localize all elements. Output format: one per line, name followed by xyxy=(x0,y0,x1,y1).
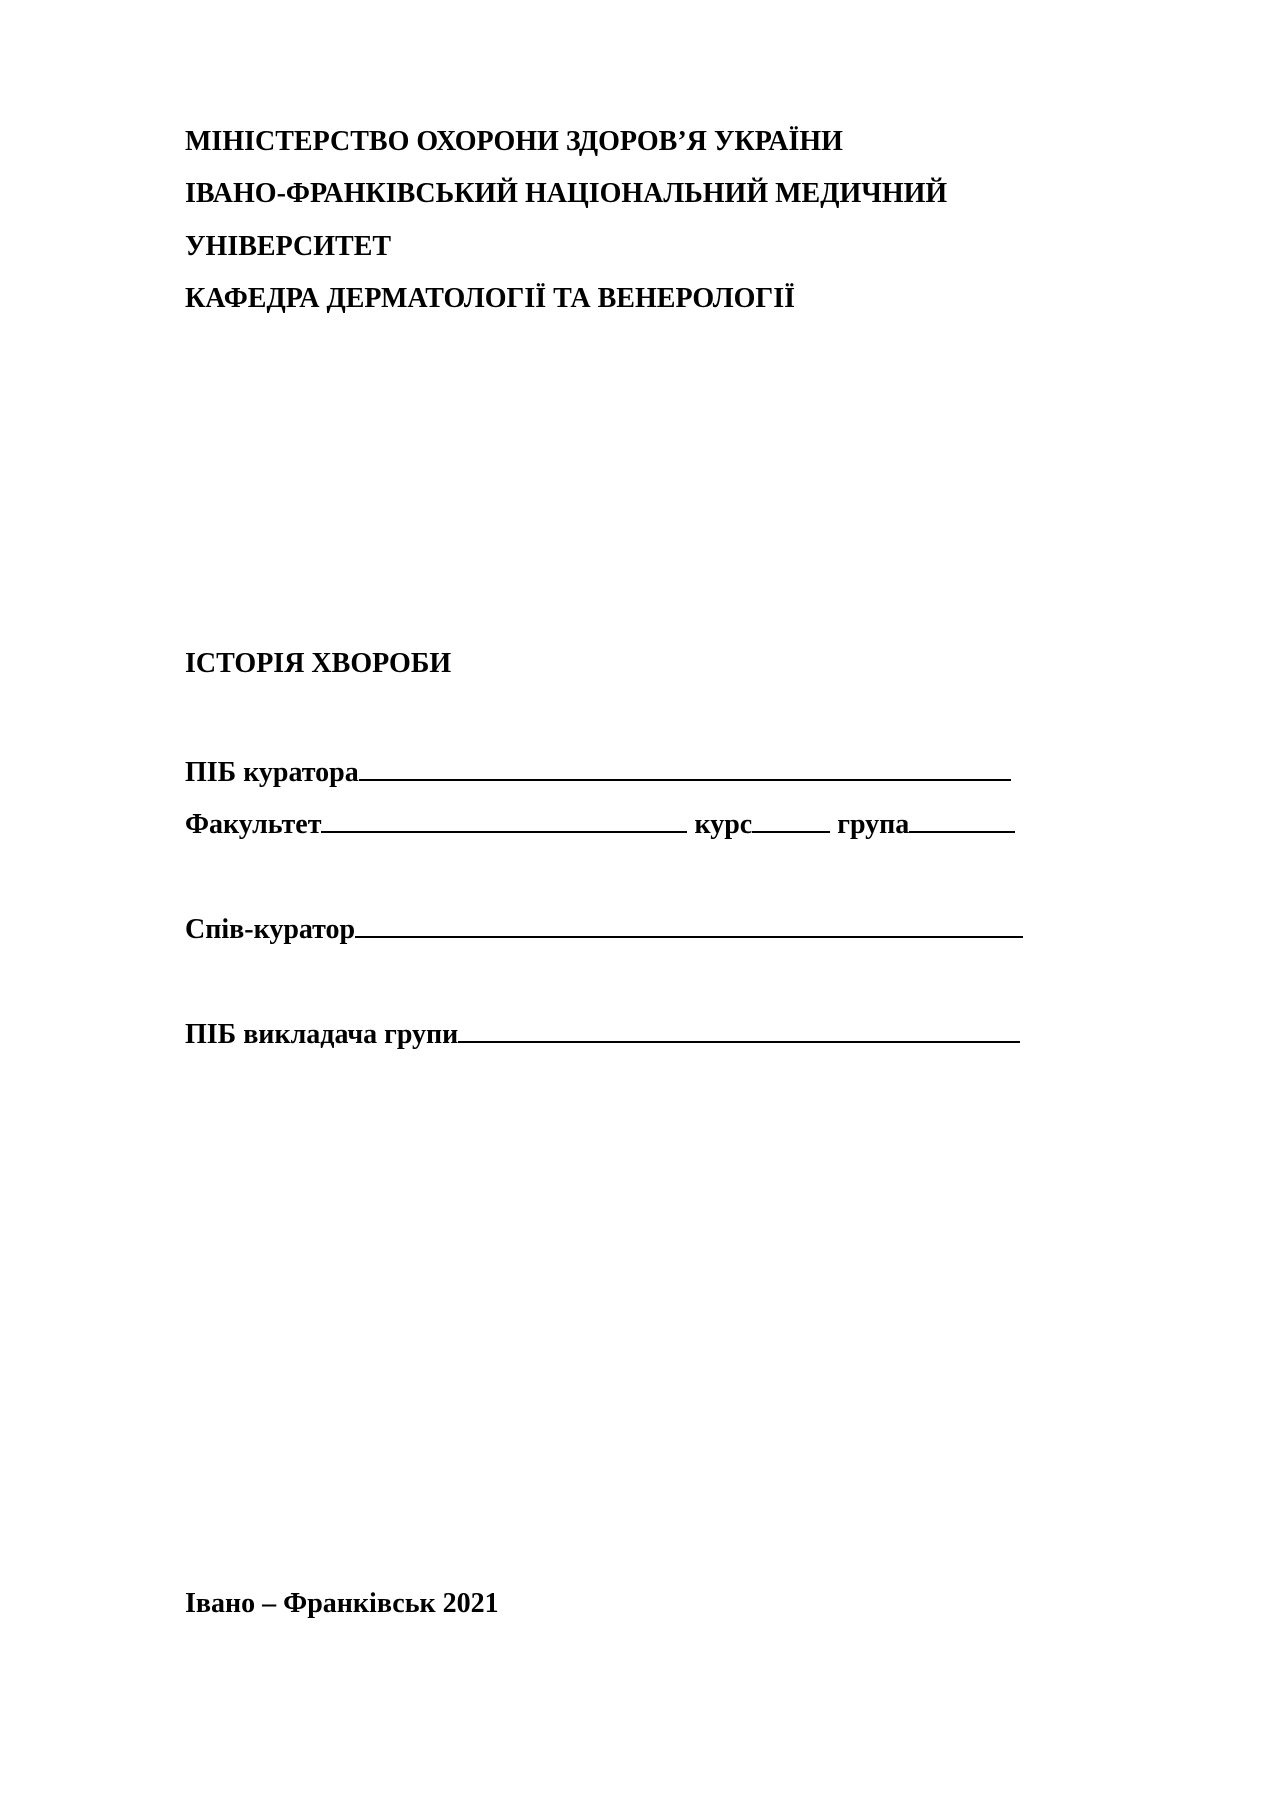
faculty-blank xyxy=(321,807,687,833)
curator-row xyxy=(185,755,1011,787)
city-year-footer: Івано – Франківськ 2021 xyxy=(185,1588,499,1619)
teacher-blank xyxy=(458,1017,1020,1043)
university-heading-line2: УНІВЕРСИТЕТ xyxy=(185,231,392,262)
university-heading-line1: ІВАНО-ФРАНКІВСЬКИЙ НАЦІОНАЛЬНИЙ МЕДИЧНИЙ xyxy=(185,178,948,209)
co-curator-row xyxy=(185,912,1023,944)
course-label: курс xyxy=(694,809,753,840)
teacher-label: ПІБ викладача групи xyxy=(185,1019,459,1050)
document-title: ІСТОРІЯ ХВОРОБИ xyxy=(185,648,452,679)
co-curator-label: Спів-куратор xyxy=(185,914,356,945)
group-label: група xyxy=(837,809,910,840)
co-curator-blank xyxy=(355,912,1023,938)
faculty-label: Факультет xyxy=(185,809,322,840)
curator-blank xyxy=(359,755,1011,781)
ministry-heading: МІНІСТЕРСТВО ОХОРОНИ ЗДОРОВ’Я УКРАЇНИ xyxy=(185,126,843,157)
group-blank xyxy=(909,807,1015,833)
teacher-row xyxy=(185,1017,1020,1049)
department-heading: КАФЕДРА ДЕРМАТОЛОГІЇ ТА ВЕНЕРОЛОГІЇ xyxy=(185,283,796,314)
curator-label: ПІБ куратора xyxy=(185,757,359,788)
faculty-row xyxy=(185,807,1015,839)
course-blank xyxy=(752,807,830,833)
